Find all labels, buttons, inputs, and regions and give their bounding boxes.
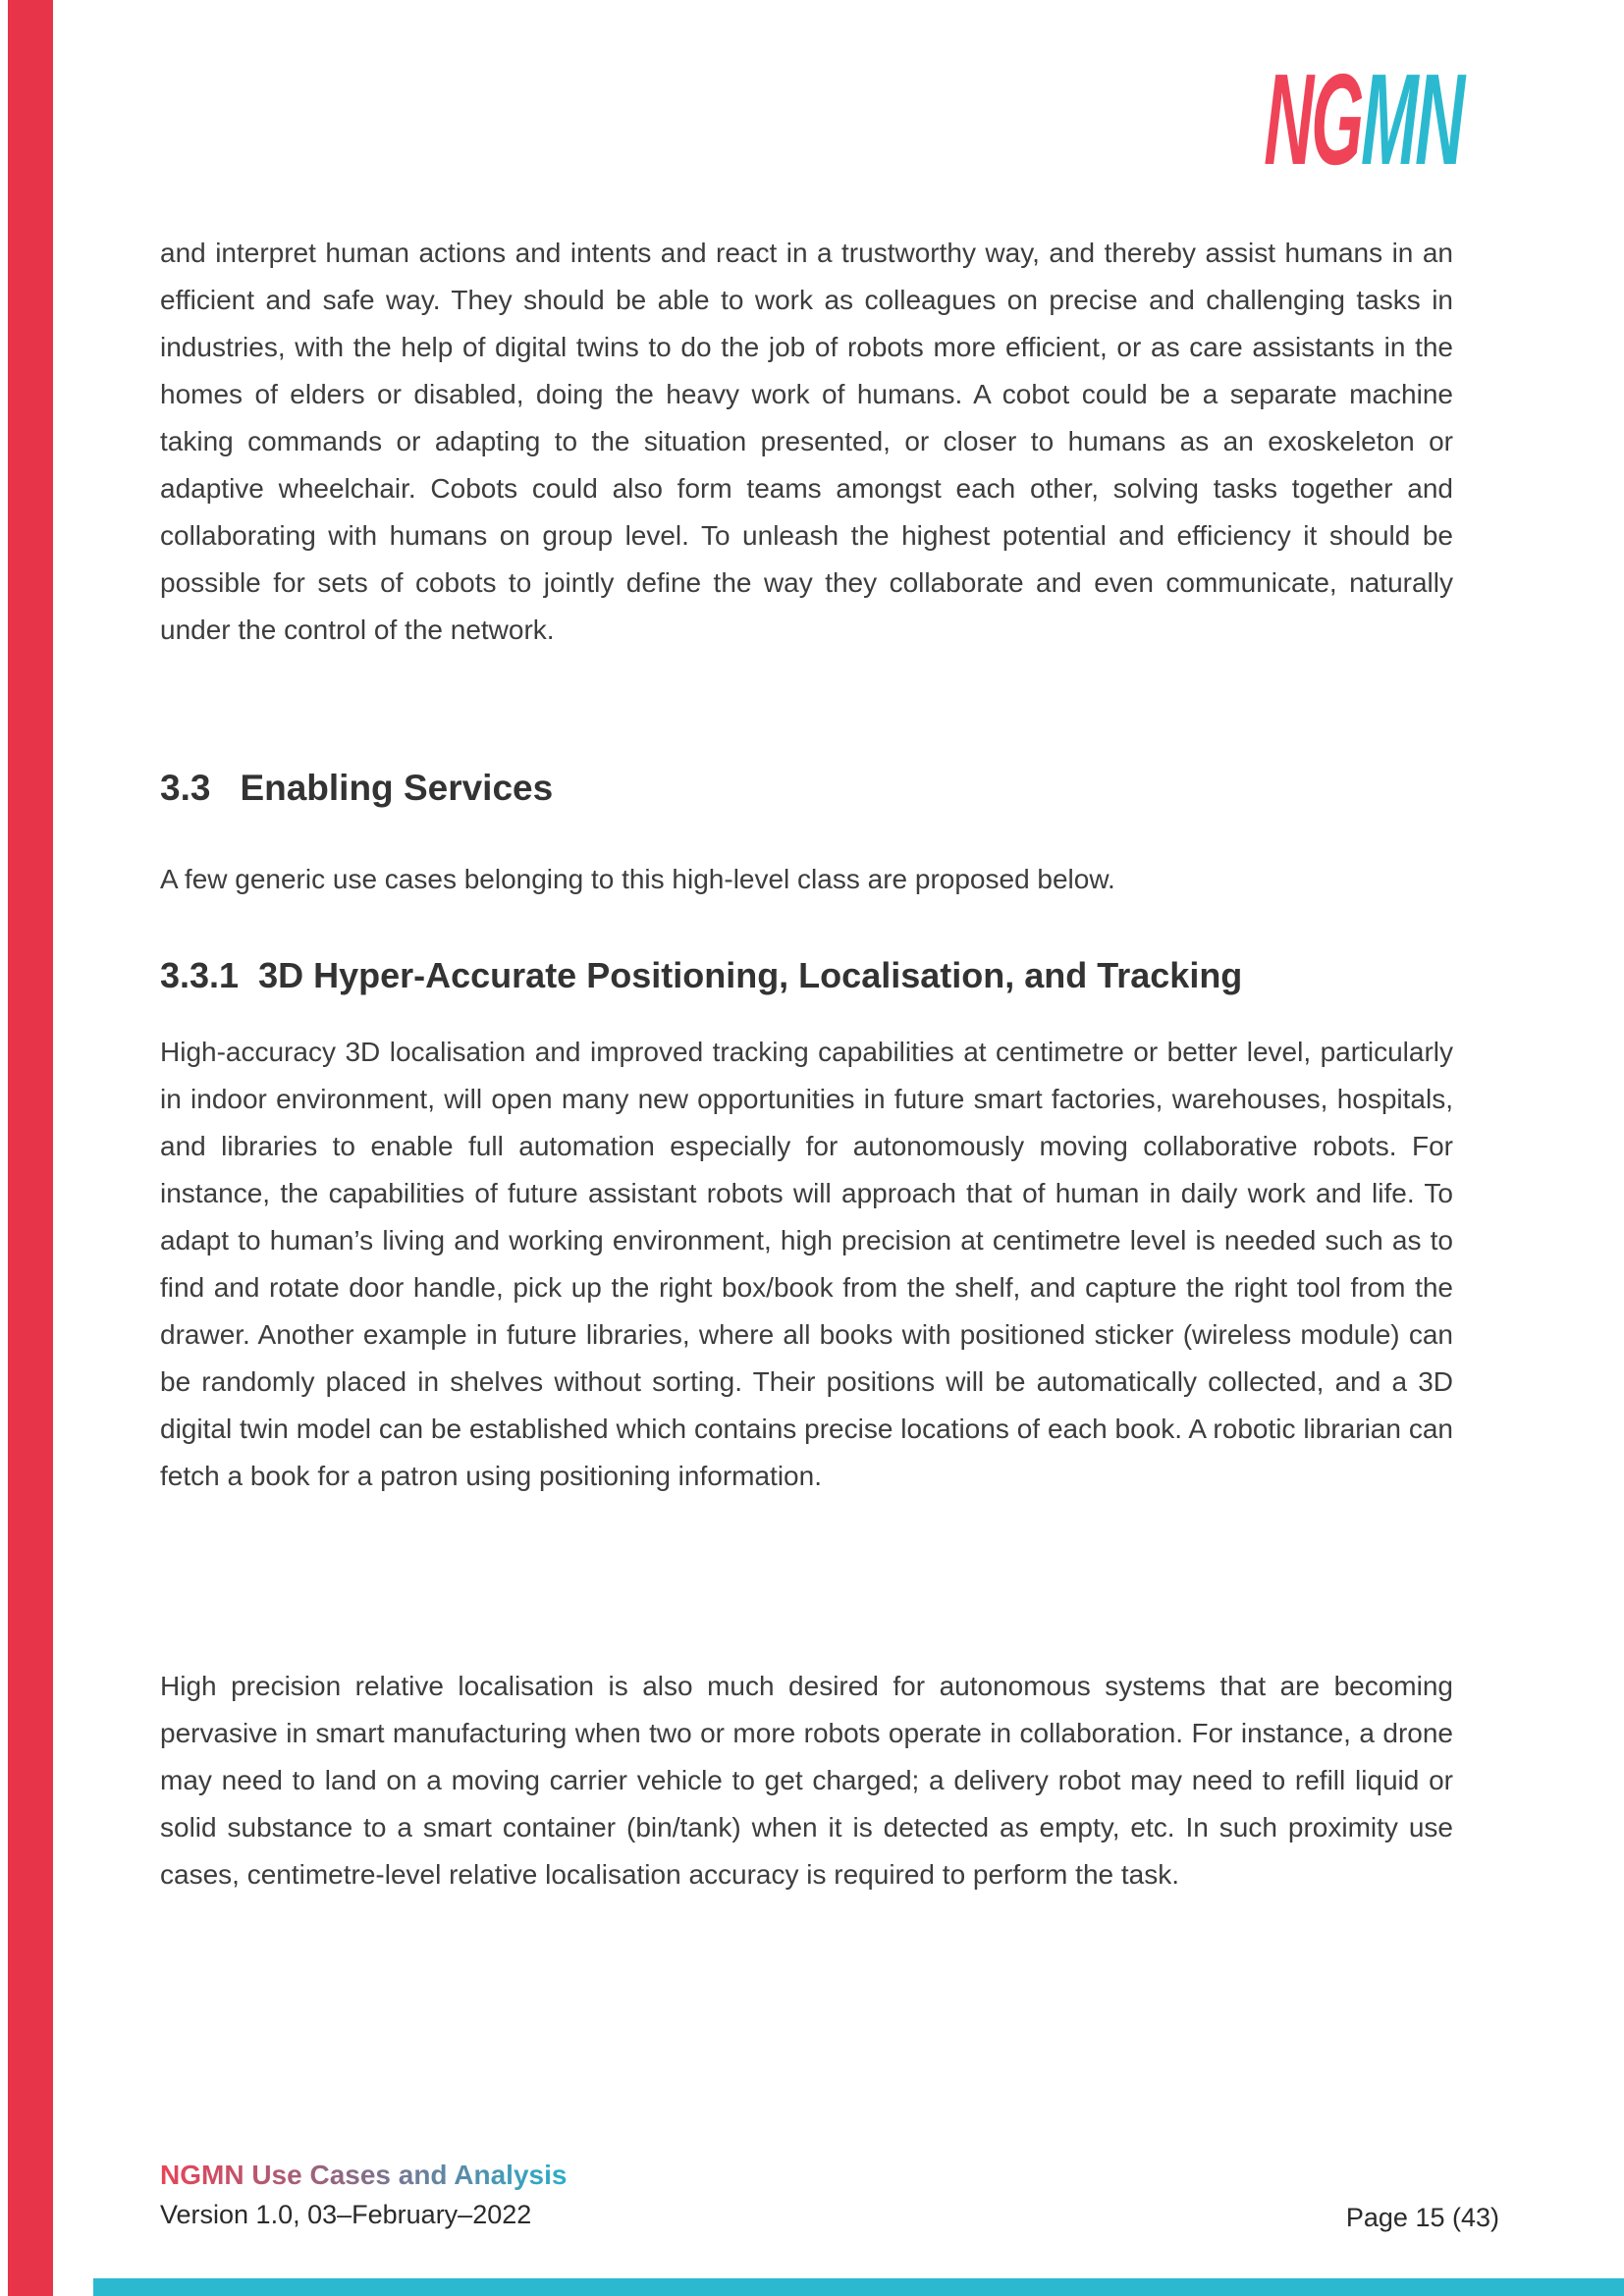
footer-page-number: Page 15 (43) xyxy=(1345,2203,1499,2232)
section-title: Enabling Services xyxy=(240,768,554,808)
body-paragraph-cobots: and interpret human actions and intents and react in a trustworthy way, and thereby assist humans in an efficient and safe way. They should be able to work as colleagues on precise and challenging tasks in industries, with the help of digital twins to do the job of robots more efficient, or as care assistants in the homes of elders or disabled, doing the heavy work of humans. A cobot could be a separate machine taking commands or adapting to the situation presented, or closer to humans as an exoskeleton or adaptive wheelchair. Cobots could also form teams amongst each other, solving tasks together and collaborating with humans on group level. To unleash the highest potential and efficiency it should be possible for sets of cobots to jointly define the way they collaborate and even communicate, naturally under the control of the network. xyxy=(160,238,1453,645)
bottom-accent-bar xyxy=(93,2278,1624,2296)
body-paragraph-relative-localisation: High precision relative localisation is also much desired for autonomous systems that are becoming pervasive in smart manufacturing when two or more robots operate in collaboration. For instance, a drone may need to land on a moving carrier vehicle to get charged; a delivery robot may need to refill liquid or solid substance to a smart container (bin/tank) when it is detected as empty, etc. In such proximity use cases, centimetre-level relative localisation accuracy is required to perform the task. xyxy=(160,1671,1453,1890)
footer-document-title: NGMN Use Cases and Analysis xyxy=(160,2160,568,2190)
footer-version-line: Version 1.0, 03–February–2022 xyxy=(160,2200,532,2229)
ngmn-logo-red-letters: NG xyxy=(1263,47,1363,191)
section-number: 3.3 xyxy=(160,768,211,808)
ngmn-logo-cyan-letters: MN xyxy=(1360,47,1464,191)
body-paragraph-localisation: High-accuracy 3D localisation and improved tracking capabilities at centimetre or better level, particularly in indoor environment, will open many new opportunities in future smart factories, warehouses, hospitals, and libraries to enable full automation especially for autonomously moving collaborative robots. For instance, the capabilities of future assistant robots will approach that of human in daily work and life. To adapt to human’s living and working environment, high precision at centimetre level is needed such as to find and rotate door handle, pick up the right box/book from the shelf, and capture the right tool from the drawer. Another example in future libraries, where all books with positioned sticker (wireless module) can be randomly placed in shelves without sorting. Their positions will be automatically collected, and a 3D digital twin model can be established which contains precise locations of each book. A robotic librarian can fetch a book for a patron using positioning information. xyxy=(160,1037,1453,1491)
section-intro-text: A few generic use cases belonging to this high-level class are proposed below. xyxy=(160,864,1115,894)
ngmn-logo xyxy=(1263,47,1464,191)
section-heading-enabling-services xyxy=(160,768,1535,809)
left-accent-bar xyxy=(8,0,53,2296)
subsection-heading-positioning xyxy=(160,955,1535,996)
subsection-title: 3D Hyper-Accurate Positioning, Localisation, and Tracking xyxy=(258,955,1243,995)
subsection-number: 3.3.1 xyxy=(160,955,240,995)
